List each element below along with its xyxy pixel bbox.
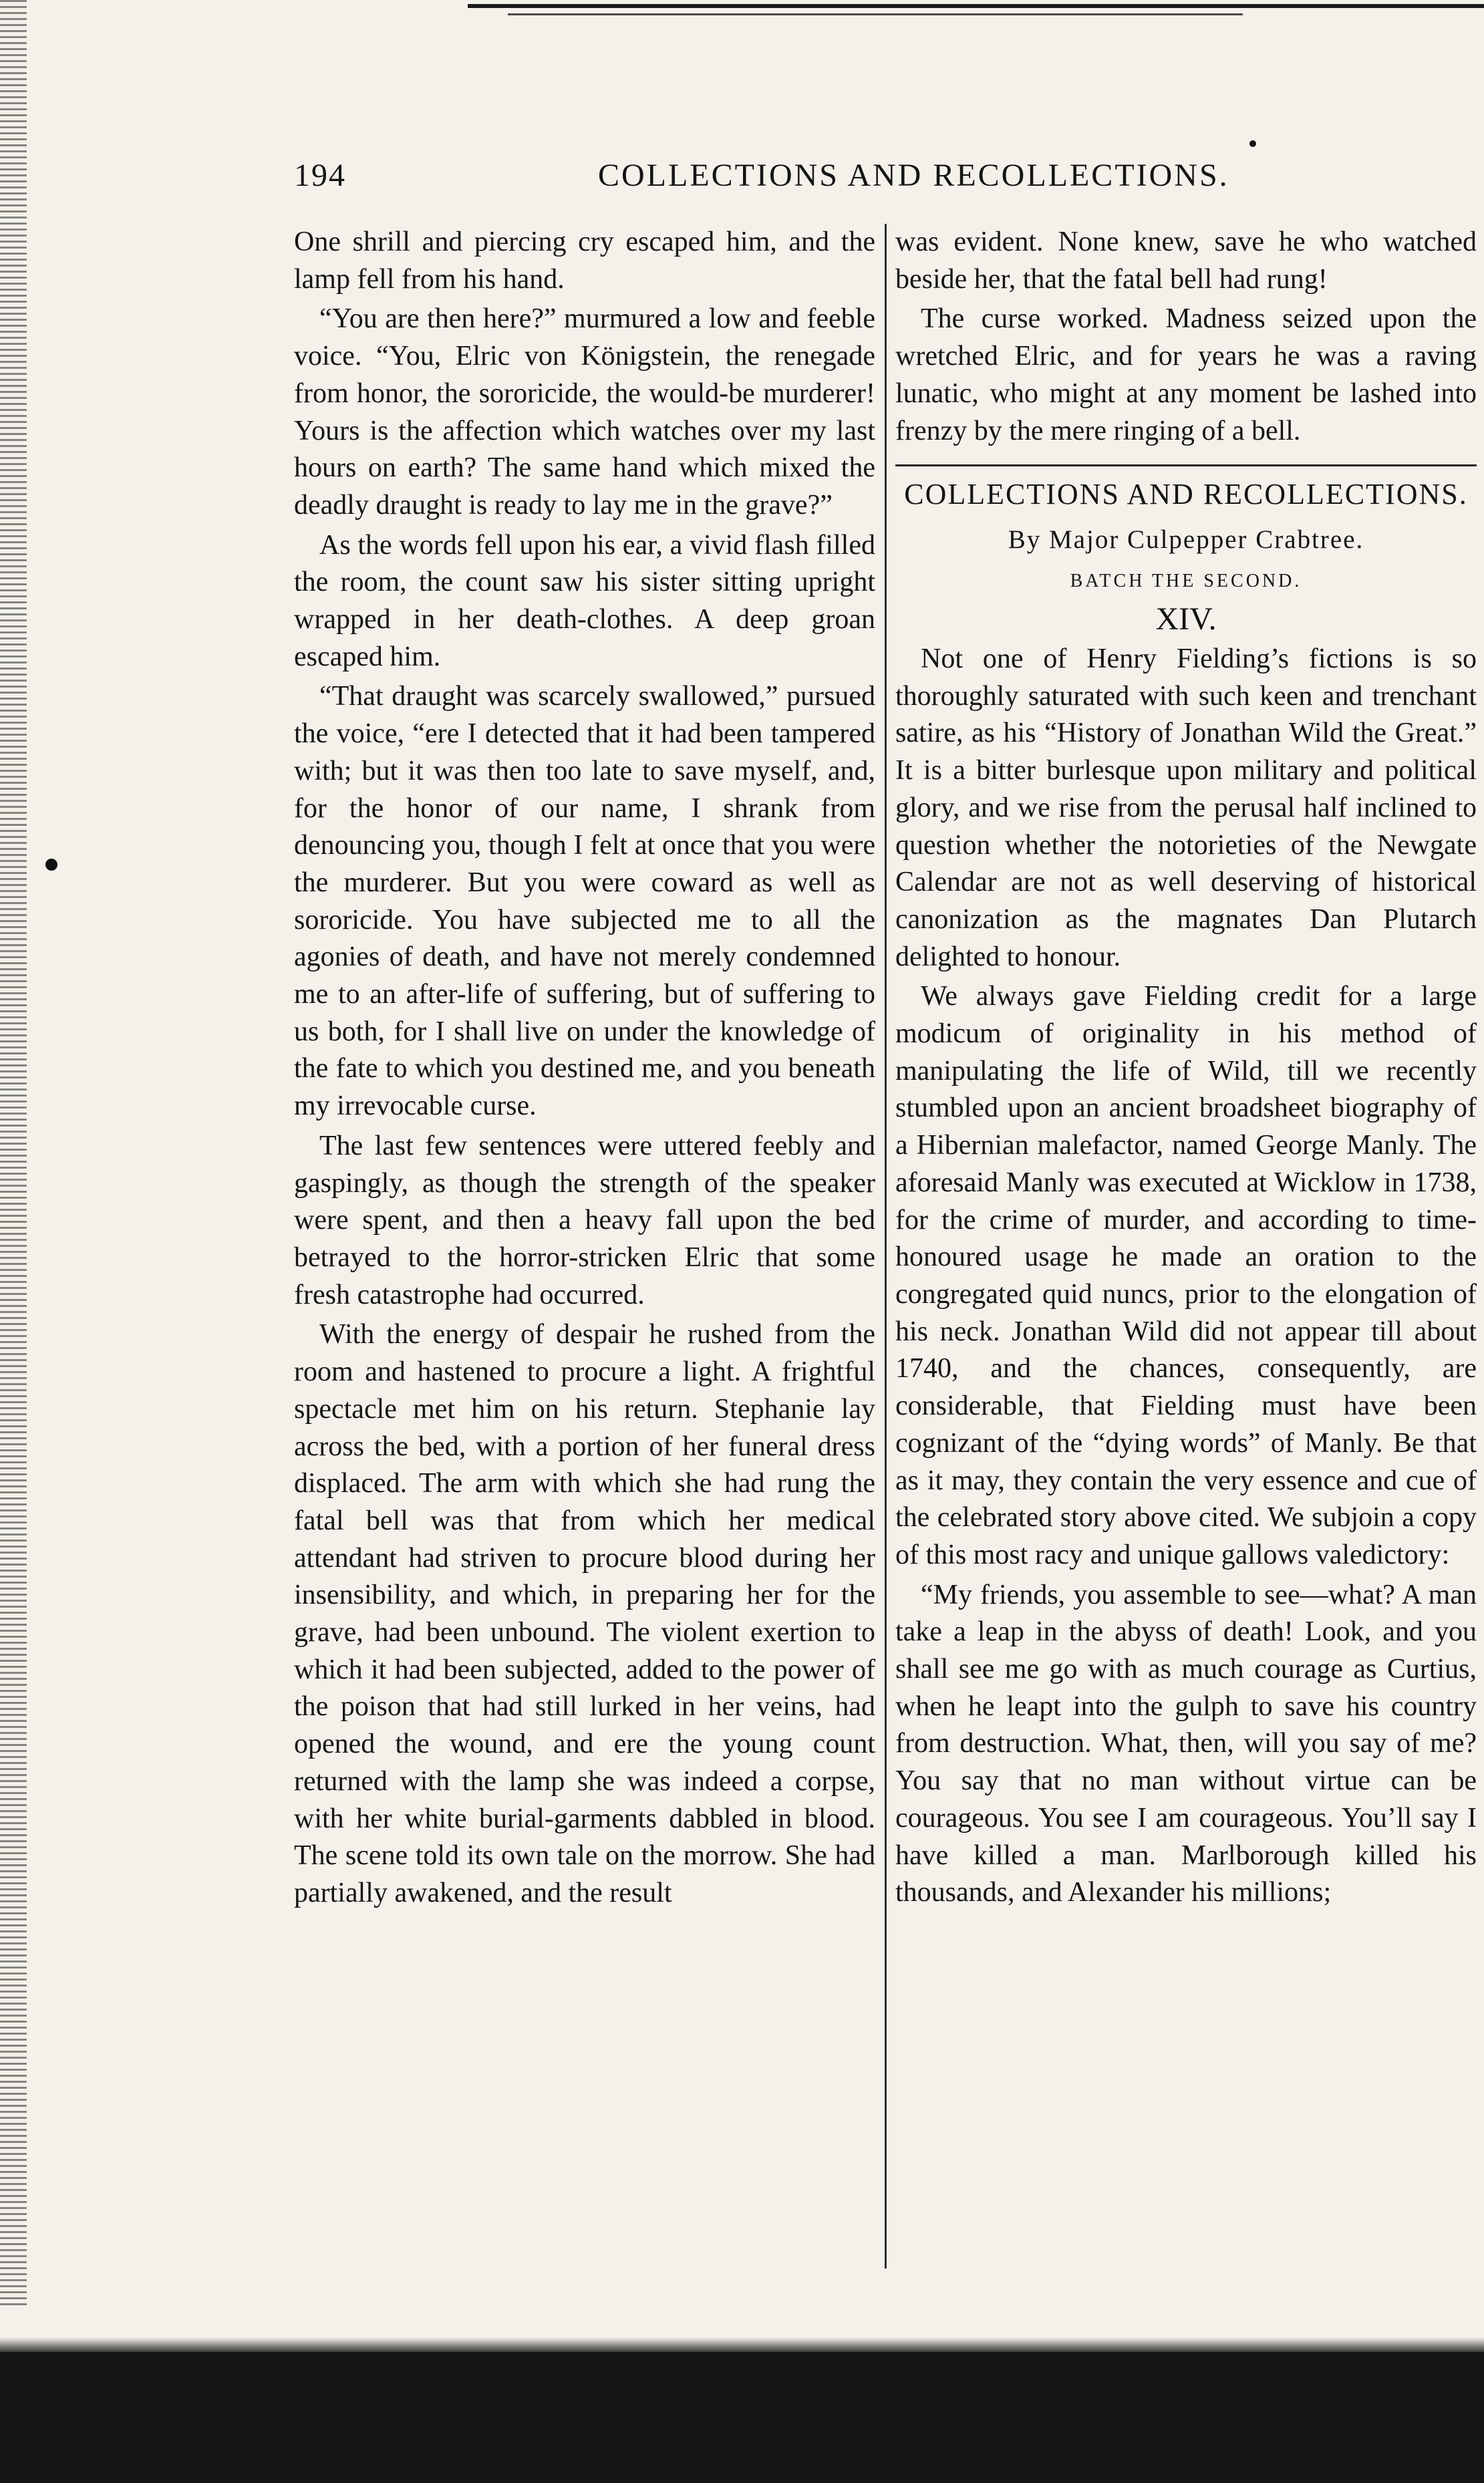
paragraph: “My friends, you assemble to see—what? A man take a leap in the abyss of death! Look, and you shall see me go with as much courage as Curtius, when he leapt into the gulph to save his country from destruction. What, then, will you say of me? You say that no man without virtue can be courageous. You see I am courageous. You’ll say I have killed a man. Marlborough killed his thousands, and Alexander his millions; — [895, 1579, 1477, 1908]
paragraph: With the energy of despair he rushed from the room and hastened to procure a light. A frightful spectacle met him on his return. Stephanie lay across the bed, with a portion of her funeral dress displaced. The arm with which she had rung the fatal bell was that from which her medical attendant had striven to procure blood during her insensibility, and which, in preparing her for the grave, had been unbound. The violent exertion to which it had been subjected, added to the power of the poison that had still lurked in her veins, had opened the wound, and ere the young count returned with the lamp she was indeed a corpse, with her white burial-garments dabbled in blood. The scene told its own tale on the morrow. She had partially awakened, and the result — [294, 1319, 875, 1908]
running-head — [294, 157, 1470, 204]
running-title: COLLECTIONS AND RECOLLECTIONS. — [598, 158, 1229, 193]
scan-bottom-shadow — [0, 2352, 1484, 2483]
paragraph: “You are then here?” murmured a low and feeble voice. “You, Elric von Königstein, the renegade from honor, the sororicide, the would-be murderer! Yours is the affection which watches over my last hours on earth? The same hand which mixed the deadly draught is ready to lay me in the grave?” — [294, 303, 875, 521]
top-border-rule — [468, 4, 1484, 8]
ink-speck — [1249, 140, 1256, 147]
section-rule — [895, 464, 1477, 466]
top-border-rule-thin — [508, 13, 1243, 15]
page-edge-shadow — [0, 0, 27, 2305]
column-divider — [885, 224, 887, 2269]
paragraph: One shrill and piercing cry escaped him, and the lamp fell from his hand. — [294, 227, 875, 295]
paragraph: Not one of Henry Fielding’s fictions is so thoroughly saturated with such keen and trenchant satire, as his “History of Jonathan Wild the Great.” It is a bitter burlesque upon military and political glory, and we rise from the perusal half inclined to question whether the notorieties of the Newgate Calendar are not as well deserving of historical canonization as the magnates Dan Plutarch delighted to honour. — [895, 643, 1477, 972]
paragraph: The last few sentences were uttered feebly and gaspingly, as though the strength of the speaker were spent, and then a heavy fall upon the bed betrayed to the horror-stricken Elric that some fresh catastrophe had occurred. — [294, 1130, 875, 1310]
paragraph: “That draught was scarcely swallowed,” pursued the voice, “ere I detected that it had been tampered with; but it was then too late to save myself, and, for the honor of our name, I shrank from denouncing you, though I felt at once that you were the murderer. But you were coward as well as sororicide. You have subjected me to all the agonies of death, and have not merely condemned me to an after-life of suffering, but of suffering to us both, for I shall live on under the knowledge of the fate to which you destined me, and you beneath my irrevocable curse. — [294, 681, 875, 1122]
right-column — [895, 224, 1477, 2248]
ink-speck — [45, 859, 57, 871]
byline: By Major Culpepper Crabtree. — [1008, 525, 1364, 554]
page-number: 194 — [294, 158, 346, 193]
paragraph: As the words fell upon his ear, a vivid flash filled the room, the count saw his sister sitting upright wrapped in her death-clothes. A deep groan escaped him. — [294, 529, 875, 672]
batch-label: BATCH THE SECOND. — [1070, 570, 1302, 591]
section-numeral: XIV. — [1155, 601, 1217, 637]
paragraph: The curse worked. Madness seized upon the wretched Elric, and for years he was a raving lunatic, who might at any moment be lashed into frenzy by the mere ringing of a bell. — [895, 303, 1477, 446]
paragraph: We always gave Fielding credit for a large modicum of originality in his method of manipulating the life of Wild, till we recently stumbled upon an ancient broadsheet biography of a Hibernian malefactor, named George Manly. The aforesaid Manly was executed at Wicklow in 1738, for the crime of murder, and according to time-honoured usage he made an oration to the congregated quid nuncs, prior to the elongation of his neck. Jonathan Wild did not appear till about 1740, and the chances, consequently, are considerable, that Fielding must have been cognizant of the “dying words” of Manly. Be that as it may, they contain the very essence and cue of the celebrated story above cited. We subjoin a copy of this most racy and unique gallows valedictory: — [895, 981, 1477, 1570]
left-column — [294, 224, 875, 2248]
paragraph: was evident. None knew, save he who watched beside her, that the fatal bell had rung! — [895, 227, 1477, 295]
section-title: COLLECTIONS AND RECOLLECTIONS. — [904, 478, 1468, 511]
